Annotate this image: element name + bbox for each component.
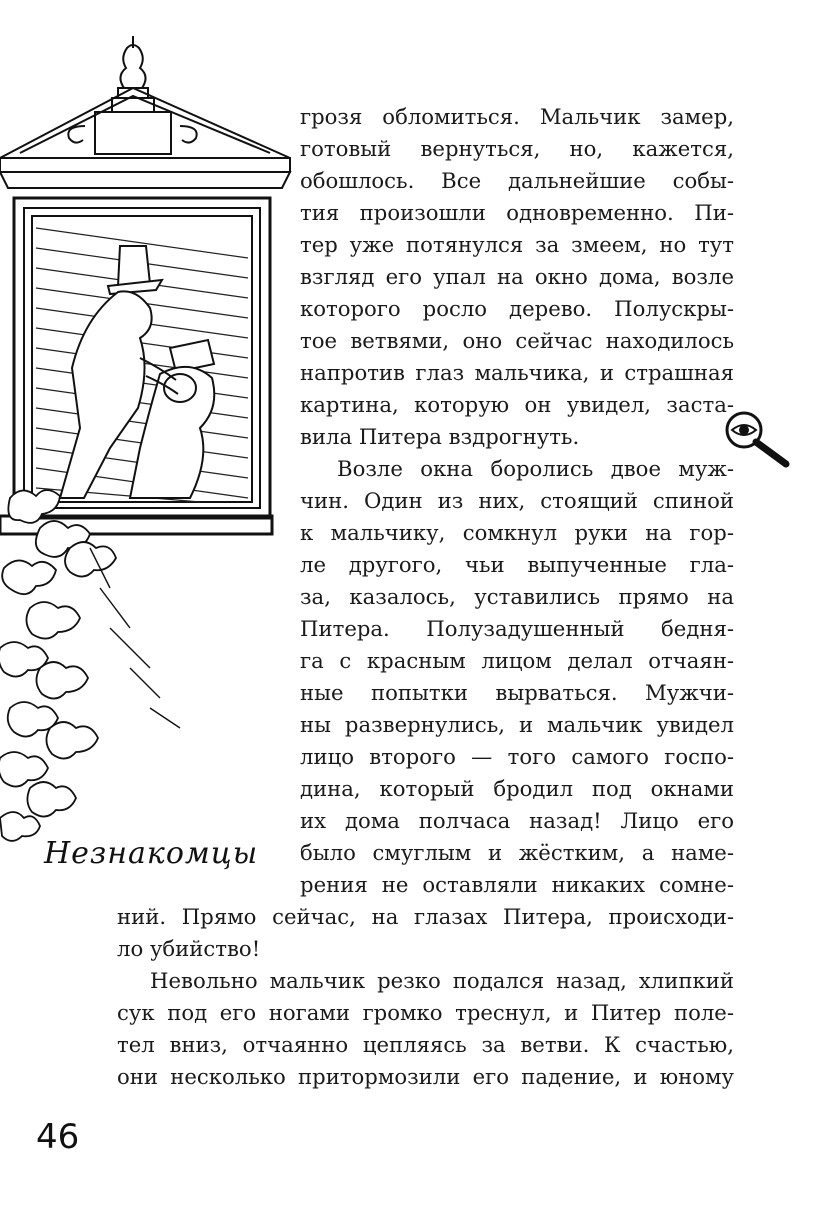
text-line: которого росло дерево. Полускры- <box>300 296 734 321</box>
text-line: они несколько притормозили его падение, и юному <box>117 1064 734 1089</box>
text-line: Возле окна боролись двое муж- <box>337 456 734 481</box>
page-number: 46 <box>36 1117 80 1157</box>
illustration-caption: Незнакомцы <box>44 836 259 871</box>
text-line: напротив глаз мальчика, и страшная <box>300 360 734 385</box>
window-illustration-icon <box>0 28 300 868</box>
text-line: ные попытки вырваться. Мужчи- <box>300 680 734 705</box>
text-line: картина, которую он увидел, заста- <box>300 392 734 417</box>
text-line: дина, который бродил под окнами <box>300 776 734 801</box>
text-line: ле другого, чьи выпученные гла- <box>300 552 734 577</box>
text-line: было смуглым и жёстким, а наме- <box>300 840 734 865</box>
text-line: лицо второго — того самого госпо- <box>300 744 734 769</box>
text-line: Невольно мальчик резко подался назад, хлипкий <box>150 968 734 993</box>
text-line: ло убийство! <box>117 936 261 961</box>
text-line: Питера. Полузадушенный бедня- <box>300 616 734 641</box>
text-line: грозя обломиться. Мальчик замер, <box>300 104 734 129</box>
text-line: ний. Прямо сейчас, на глазах Питера, происходи- <box>117 904 734 929</box>
text-line: га с красным лицом делал отчаян- <box>300 648 734 673</box>
text-line: взгляд его упал на окно дома, возле <box>300 264 734 289</box>
text-line: их дома полчаса назад! Лицо его <box>300 808 734 833</box>
text-line: тое ветвями, оно сейчас находилось <box>300 328 734 353</box>
text-line: вила Питера вздрогнуть. <box>300 424 580 449</box>
window-fight-illustration <box>0 28 300 871</box>
text-line: тел вниз, отчаянно цепляясь за ветви. К счастью, <box>117 1032 734 1057</box>
text-line: тия произошли одновременно. Пи- <box>300 200 734 225</box>
text-line: сук под его ногами громко треснул, и Питер поле- <box>117 1000 734 1025</box>
text-line: обошлось. Все дальнейшие собы- <box>300 168 734 193</box>
text-line: чин. Один из них, стоящий спиной <box>300 488 734 513</box>
text-line: рения не оставляли никаких сомне- <box>300 872 734 897</box>
text-line: к мальчику, сомкнул руки на гор- <box>300 520 734 545</box>
text-line: тер уже потянулся за змеем, но тут <box>300 232 734 257</box>
text-line: готовый вернуться, но, кажется, <box>300 136 734 161</box>
text-line: за, казалось, уставились прямо на <box>300 584 734 609</box>
text-line: ны развернулись, и мальчик увидел <box>300 712 734 737</box>
